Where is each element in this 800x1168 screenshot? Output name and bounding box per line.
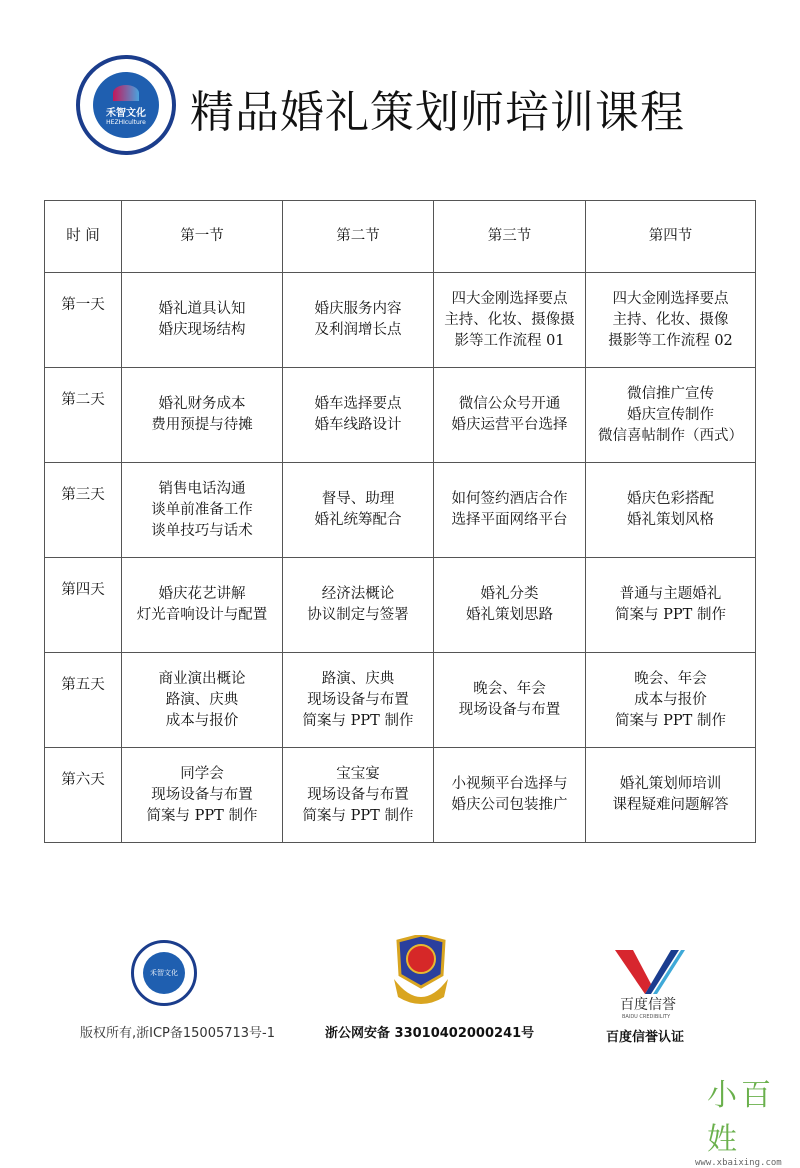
session-line: 婚礼财务成本 xyxy=(158,396,246,412)
session-line: 微信喜帖制作（西式） xyxy=(598,427,743,444)
day-cell: 第五天 xyxy=(45,653,122,748)
session-line: 路演、庆典 xyxy=(321,670,395,687)
session-line: 现场设备与布置 xyxy=(151,786,253,803)
day-cell: 第一天 xyxy=(45,273,122,368)
session-line: 销售电话沟通 xyxy=(158,480,246,497)
session-line: 婚庆服务内容 xyxy=(314,301,402,317)
session-line: 婚车线路设计 xyxy=(314,417,402,433)
session-line: 选择平面网络平台 xyxy=(451,512,568,528)
session-cell xyxy=(586,653,756,748)
column-header: 时 间 xyxy=(45,201,122,273)
session-line: 如何签约酒店合作 xyxy=(451,491,568,507)
session-line: 婚礼统筹配合 xyxy=(314,512,402,528)
page-title: 精品婚礼策划师培训课程 xyxy=(190,87,685,138)
table-row xyxy=(45,558,756,653)
session-line: 经济法概论 xyxy=(321,586,395,602)
session-line: 现场设备与布置 xyxy=(307,786,409,803)
session-cell xyxy=(122,653,283,748)
baidu-credibility-logo xyxy=(615,948,685,998)
session-line: 婚车选择要点 xyxy=(314,396,402,412)
session-line: 路演、庆典 xyxy=(165,691,239,708)
session-line: 摄影等工作流程 02 xyxy=(608,332,733,349)
table-row xyxy=(45,748,756,843)
session-cell xyxy=(283,653,434,748)
session-cell xyxy=(434,273,586,368)
baidu-en-text: BAIDU CREDIBILITY xyxy=(622,1014,671,1020)
session-line: 影等工作流程 01 xyxy=(454,332,565,349)
session-line: 婚礼策划思路 xyxy=(466,607,553,623)
police-record-text: 浙公网安备 33010402000241号 xyxy=(325,1026,535,1041)
session-cell xyxy=(283,748,434,843)
table-row xyxy=(45,273,756,368)
session-cell xyxy=(283,463,434,558)
session-line: 微信公众号开通 xyxy=(458,396,561,412)
session-line: 成本与报价 xyxy=(634,691,707,708)
session-cell xyxy=(434,463,586,558)
session-cell xyxy=(283,368,434,463)
session-cell xyxy=(283,273,434,368)
session-cell xyxy=(122,463,283,558)
session-line: 简案与 PPT 制作 xyxy=(302,807,414,824)
session-cell xyxy=(586,558,756,653)
session-line: 简案与 PPT 制作 xyxy=(615,607,726,623)
table-header-row xyxy=(45,201,756,273)
session-line: 课程疑难问题解答 xyxy=(612,797,729,813)
session-cell xyxy=(434,368,586,463)
session-line: 婚庆运营平台选择 xyxy=(451,417,568,433)
session-line: 谈单技巧与话术 xyxy=(151,522,253,539)
session-line: 及利润增长点 xyxy=(314,322,402,338)
session-line: 督导、助理 xyxy=(321,491,395,507)
session-cell xyxy=(434,748,586,843)
baidu-cert-text: 百度信誉认证 xyxy=(606,1030,685,1045)
watermark: 小百姓 www.xbaixing.com xyxy=(695,1078,782,1168)
day-cell: 第四天 xyxy=(45,558,122,653)
session-line: 婚庆现场结构 xyxy=(158,322,246,338)
schedule-table xyxy=(44,200,756,843)
session-cell xyxy=(434,653,586,748)
session-cell xyxy=(586,463,756,558)
session-line: 宝宝宴 xyxy=(336,765,380,782)
session-line: 晚会、年会 xyxy=(634,670,707,687)
copyright-text: 版权所有,浙ICP备15005713号-1 xyxy=(80,1026,276,1041)
session-line: 简案与 PPT 制作 xyxy=(302,712,414,729)
session-line: 现场设备与布置 xyxy=(458,702,561,718)
session-line: 简案与 PPT 制作 xyxy=(146,807,258,824)
session-cell xyxy=(122,558,283,653)
session-line: 灯光音响设计与配置 xyxy=(136,607,268,623)
session-line: 婚庆色彩搭配 xyxy=(627,491,714,507)
session-line: 谈单前准备工作 xyxy=(151,501,253,518)
baidu-logo-text: 百度信誉 xyxy=(620,997,676,1013)
session-line: 晚会、年会 xyxy=(473,681,546,697)
session-line: 现场设备与布置 xyxy=(307,691,409,708)
session-line: 简案与 PPT 制作 xyxy=(615,712,726,729)
column-header: 第二节 xyxy=(283,201,434,273)
session-cell xyxy=(122,273,283,368)
session-line: 四大金刚选择要点 xyxy=(451,290,568,307)
session-line: 成本与报价 xyxy=(165,712,239,729)
session-line: 婚礼分类 xyxy=(480,586,539,602)
session-cell xyxy=(122,748,283,843)
day-cell: 第六天 xyxy=(45,748,122,843)
police-badge-icon xyxy=(390,935,452,1007)
day-cell: 第三天 xyxy=(45,463,122,558)
session-line: 费用预提与待摊 xyxy=(151,417,253,433)
session-line: 婚礼策划风格 xyxy=(627,512,714,528)
session-cell xyxy=(283,558,434,653)
session-line: 婚礼策划师培训 xyxy=(619,776,722,792)
table-row xyxy=(45,368,756,463)
footer-company-logo: 禾智文化 xyxy=(131,940,197,1006)
table-row xyxy=(45,653,756,748)
session-line: 主持、化妆、摄像 xyxy=(612,311,729,328)
column-header: 第一节 xyxy=(122,201,283,273)
session-cell xyxy=(586,748,756,843)
session-cell xyxy=(122,368,283,463)
session-line: 普通与主题婚礼 xyxy=(619,586,722,602)
session-line: 微信推广宣传 xyxy=(627,385,714,402)
session-line: 婚礼道具认知 xyxy=(158,301,246,317)
session-cell xyxy=(586,273,756,368)
session-line: 商业演出概论 xyxy=(158,670,246,687)
session-line: 婚庆宣传制作 xyxy=(627,406,714,423)
session-line: 婚庆公司包装推广 xyxy=(451,797,568,813)
column-header: 第四节 xyxy=(586,201,756,273)
session-line: 小视频平台选择与 xyxy=(451,776,568,792)
table-row xyxy=(45,463,756,558)
session-line: 协议制定与签署 xyxy=(307,607,409,623)
session-line: 婚庆花艺讲解 xyxy=(158,586,246,602)
column-header: 第三节 xyxy=(434,201,586,273)
day-cell: 第二天 xyxy=(45,368,122,463)
session-line: 同学会 xyxy=(180,765,224,782)
session-cell xyxy=(586,368,756,463)
session-cell xyxy=(434,558,586,653)
session-line: 四大金刚选择要点 xyxy=(612,290,729,307)
session-line: 主持、化妆、摄像摄 xyxy=(444,311,575,328)
company-logo: 禾智文化 HEZHIculture xyxy=(76,55,176,155)
